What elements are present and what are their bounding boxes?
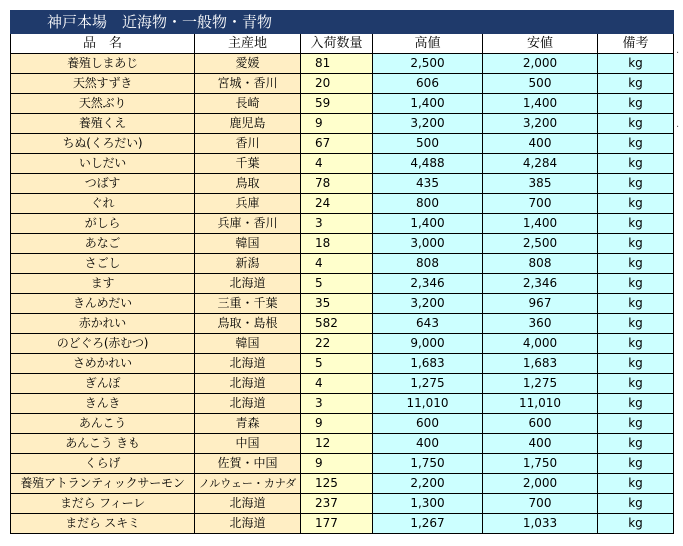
fish-name-cell: のどぐろ(赤むつ) [11,334,195,354]
quantity-cell: 35 [301,294,373,314]
high-price-cell: 1,267 [373,514,483,534]
header-quantity: 入荷数量 [301,34,373,54]
quantity-cell: 582 [301,314,373,334]
quantity-cell: 9 [301,114,373,134]
origin-cell: 兵庫 [195,194,301,214]
quantity-cell: 12 [301,434,373,454]
header-remarks: 備考 [598,34,674,54]
low-price-cell: 700 [483,194,598,214]
low-price-cell: 1,400 [483,94,598,114]
unit-cell: kg [598,374,674,394]
origin-cell: 北海道 [195,354,301,374]
table-row [11,454,674,474]
low-price-cell: 1,275 [483,374,598,394]
low-price-cell: 808 [483,254,598,274]
high-price-cell: 2,500 [373,54,483,74]
table-row [11,494,674,514]
origin-cell: 新潟 [195,254,301,274]
table-title: 神戸本場 近海物・一般物・青物 [11,11,674,34]
fish-name-cell: きんめだい [11,294,195,314]
unit-cell: kg [598,194,674,214]
unit-cell: kg [598,434,674,454]
high-price-cell: 808 [373,254,483,274]
quantity-cell: 78 [301,174,373,194]
table-row [11,294,674,314]
low-price-cell: 2,500 [483,234,598,254]
table-row [11,174,674,194]
table-row [11,74,674,94]
fish-name-cell: くらげ [11,454,195,474]
header-name: 品 名 [11,34,195,54]
low-price-cell: 1,400 [483,214,598,234]
table-row [11,514,674,534]
low-price-cell: 4,284 [483,154,598,174]
header-high-price: 高値 [373,34,483,54]
low-price-cell: 967 [483,294,598,314]
high-price-cell: 500 [373,134,483,154]
high-price-cell: 2,200 [373,474,483,494]
table-row [11,54,674,74]
low-price-cell: 400 [483,434,598,454]
low-price-cell: 1,033 [483,514,598,534]
high-price-cell: 800 [373,194,483,214]
low-price-cell: 3,200 [483,114,598,134]
fish-name-cell: 天然ぶり [11,94,195,114]
origin-cell: ノルウェー・カナダ [195,474,301,494]
unit-cell: kg [598,74,674,94]
fish-name-cell: さめかれい [11,354,195,374]
origin-cell: 青森 [195,414,301,434]
fish-name-cell: ます [11,274,195,294]
header-low-price: 安値 [483,34,598,54]
fish-name-cell: あんこう [11,414,195,434]
quantity-cell: 4 [301,154,373,174]
high-price-cell: 606 [373,74,483,94]
low-price-cell: 4,000 [483,334,598,354]
quantity-cell: 4 [301,254,373,274]
title-row [11,11,674,34]
fish-name-cell: 天然すずき [11,74,195,94]
unit-cell: kg [598,314,674,334]
quantity-cell: 9 [301,454,373,474]
table-row [11,94,674,114]
low-price-cell: 600 [483,414,598,434]
low-price-cell: 700 [483,494,598,514]
quantity-cell: 59 [301,94,373,114]
high-price-cell: 2,346 [373,274,483,294]
origin-cell: 三重・千葉 [195,294,301,314]
quantity-cell: 20 [301,74,373,94]
quantity-cell: 5 [301,274,373,294]
fish-name-cell: あんこう きも [11,434,195,454]
table-row [11,154,674,174]
low-price-cell: 500 [483,74,598,94]
origin-cell: 中国 [195,434,301,454]
high-price-cell: 3,000 [373,234,483,254]
low-price-cell: 1,683 [483,354,598,374]
unit-cell: kg [598,134,674,154]
unit-cell: kg [598,294,674,314]
low-price-cell: 385 [483,174,598,194]
high-price-cell: 11,010 [373,394,483,414]
origin-cell: 兵庫・香川 [195,214,301,234]
origin-cell: 鳥取 [195,174,301,194]
quantity-cell: 24 [301,194,373,214]
low-price-cell: 400 [483,134,598,154]
unit-cell: kg [598,94,674,114]
edge-mark-top: · [676,48,680,59]
origin-cell: 韓国 [195,334,301,354]
origin-cell: 佐賀・中国 [195,454,301,474]
high-price-cell: 1,400 [373,214,483,234]
table-row [11,474,674,494]
fish-name-cell: まだら スキミ [11,514,195,534]
header-origin: 主産地 [195,34,301,54]
table-row [11,194,674,214]
high-price-cell: 435 [373,174,483,194]
unit-cell: kg [598,174,674,194]
low-price-cell: 360 [483,314,598,334]
table-row [11,334,674,354]
quantity-cell: 177 [301,514,373,534]
header-row [11,34,674,54]
high-price-cell: 9,000 [373,334,483,354]
quantity-cell: 81 [301,54,373,74]
origin-cell: 宮城・香川 [195,74,301,94]
high-price-cell: 400 [373,434,483,454]
unit-cell: kg [598,474,674,494]
quantity-cell: 3 [301,394,373,414]
origin-cell: 長崎 [195,94,301,114]
fish-name-cell: あなご [11,234,195,254]
quantity-cell: 237 [301,494,373,514]
fish-name-cell: ぎんぽ [11,374,195,394]
low-price-cell: 1,750 [483,454,598,474]
unit-cell: kg [598,274,674,294]
origin-cell: 愛媛 [195,54,301,74]
unit-cell: kg [598,334,674,354]
table-row [11,394,674,414]
table-row [11,314,674,334]
table-row [11,354,674,374]
fish-name-cell: きんき [11,394,195,414]
quantity-cell: 5 [301,354,373,374]
high-price-cell: 1,750 [373,454,483,474]
fish-name-cell: まだら フィーレ [11,494,195,514]
low-price-cell: 2,000 [483,474,598,494]
table-row [11,414,674,434]
origin-cell: 北海道 [195,274,301,294]
high-price-cell: 1,300 [373,494,483,514]
table-row [11,134,674,154]
origin-cell: 韓国 [195,234,301,254]
quantity-cell: 67 [301,134,373,154]
unit-cell: kg [598,494,674,514]
price-table [10,10,674,534]
unit-cell: kg [598,254,674,274]
low-price-cell: 11,010 [483,394,598,414]
origin-cell: 北海道 [195,494,301,514]
unit-cell: kg [598,514,674,534]
fish-name-cell: いしだい [11,154,195,174]
quantity-cell: 22 [301,334,373,354]
origin-cell: 鹿児島 [195,114,301,134]
high-price-cell: 3,200 [373,294,483,314]
table-row [11,274,674,294]
high-price-cell: 1,683 [373,354,483,374]
high-price-cell: 643 [373,314,483,334]
low-price-cell: 2,346 [483,274,598,294]
unit-cell: kg [598,154,674,174]
origin-cell: 北海道 [195,394,301,414]
unit-cell: kg [598,454,674,474]
quantity-cell: 9 [301,414,373,434]
fish-name-cell: 養殖アトランティックサーモン [11,474,195,494]
unit-cell: kg [598,54,674,74]
quantity-cell: 18 [301,234,373,254]
table-row [11,434,674,454]
unit-cell: kg [598,354,674,374]
high-price-cell: 1,275 [373,374,483,394]
origin-cell: 千葉 [195,154,301,174]
quantity-cell: 4 [301,374,373,394]
fish-name-cell: 養殖しまあじ [11,54,195,74]
high-price-cell: 4,488 [373,154,483,174]
fish-name-cell: つばす [11,174,195,194]
fish-name-cell: さごし [11,254,195,274]
origin-cell: 香川 [195,134,301,154]
fish-name-cell: 養殖くえ [11,114,195,134]
quantity-cell: 125 [301,474,373,494]
unit-cell: kg [598,214,674,234]
table-row [11,114,674,134]
unit-cell: kg [598,114,674,134]
origin-cell: 鳥取・島根 [195,314,301,334]
low-price-cell: 2,000 [483,54,598,74]
quantity-cell: 3 [301,214,373,234]
table-row [11,214,674,234]
price-table-container [10,10,673,534]
unit-cell: kg [598,394,674,414]
high-price-cell: 1,400 [373,94,483,114]
fish-name-cell: ちぬ(くろだい) [11,134,195,154]
fish-name-cell: がしら [11,214,195,234]
origin-cell: 北海道 [195,514,301,534]
table-row [11,374,674,394]
table-row [11,234,674,254]
unit-cell: kg [598,414,674,434]
edge-mark-middle: · [676,122,680,133]
origin-cell: 北海道 [195,374,301,394]
table-row [11,254,674,274]
high-price-cell: 600 [373,414,483,434]
unit-cell: kg [598,234,674,254]
fish-name-cell: 赤かれい [11,314,195,334]
fish-name-cell: ぐれ [11,194,195,214]
high-price-cell: 3,200 [373,114,483,134]
